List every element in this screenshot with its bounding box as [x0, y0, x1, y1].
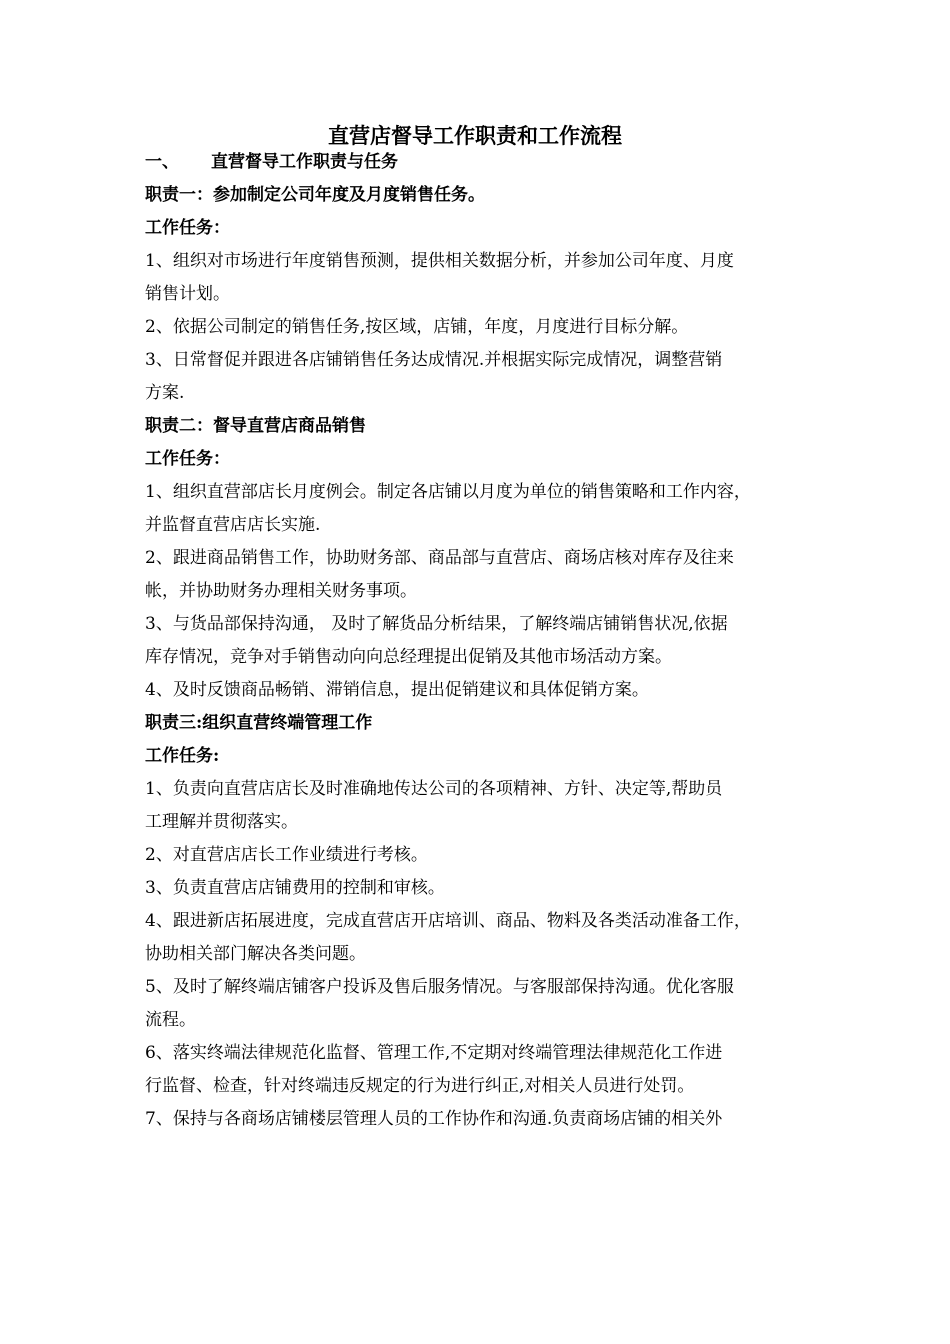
duty-2-line: 3、与货品部保持沟通， 及时了解货品分析结果，了解终端店铺销售状况,依据 [145, 614, 728, 634]
section-title: 直营督导工作职责与任务 [211, 152, 398, 172]
duty-2-tasks-label: 工作任务： [145, 449, 230, 469]
section-heading [145, 146, 815, 179]
duty-2-line: 1、组织直营部店长月度例会。制定各店铺以月度为单位的销售策略和工作内容， [145, 482, 751, 502]
duty-2-line: 2、跟进商品销售工作，协助财务部、商品部与直营店、商场店核对库存及往来 [145, 548, 734, 568]
document-title: 直营店督导工作职责和工作流程 [328, 123, 622, 148]
duty-1-line: 3、日常督促并跟进各店铺销售任务达成情况.并根据实际完成情况，调整营销 [145, 350, 723, 370]
duty-3-line: 行监督、检查，针对终端违反规定的行为进行纠正,对相关人员进行处罚。 [145, 1076, 695, 1096]
duty-2-line: 帐，并协助财务办理相关财务事项。 [145, 581, 417, 601]
document-body [145, 146, 815, 1136]
duty-3-line: 工理解并贯彻落实。 [145, 812, 298, 832]
duty-1-line: 销售计划。 [145, 284, 230, 304]
duty-1-line: 2、依据公司制定的销售任务,按区域，店铺，年度，月度进行目标分解。 [145, 317, 689, 337]
duty-3-tasks-label: 工作任务: [145, 746, 220, 766]
duty-3-line: 6、落实终端法律规范化监督、管理工作,不定期对终端管理法律规范化工作进 [145, 1043, 723, 1063]
duty-3-line: 2、对直营店店长工作业绩进行考核。 [145, 845, 428, 865]
duty-2-line: 库存情况，竞争对手销售动向向总经理提出促销及其他市场活动方案。 [145, 647, 672, 667]
duty-3-line: 1、负责向直营店店长及时准确地传达公司的各项精神、方针、决定等,帮助员 [145, 779, 723, 799]
duty-1-tasks-label: 工作任务： [145, 218, 230, 238]
duty-3-heading: 职责三:组织直营终端管理工作 [145, 713, 373, 733]
duty-3-line: 7、保持与各商场店铺楼层管理人员的工作协作和沟通.负责商场店铺的相关外 [145, 1109, 723, 1129]
duty-1-line: 1、组织对市场进行年度销售预测，提供相关数据分析，并参加公司年度、月度 [145, 251, 734, 271]
duty-1-heading: 职责一：参加制定公司年度及月度销售任务。 [145, 185, 485, 205]
duty-2-line: 并监督直营店店长实施. [145, 515, 321, 535]
duty-3-line: 3、负责直营店店铺费用的控制和审核。 [145, 878, 445, 898]
duty-2-heading: 职责二：督导直营店商品销售 [145, 416, 366, 436]
duty-3-line: 4、跟进新店拓展进度，完成直营店开店培训、商品、物料及各类活动准备工作， [145, 911, 751, 931]
duty-2-line: 4、及时反馈商品畅销、滞销信息，提出促销建议和具体促销方案。 [145, 680, 649, 700]
duty-3-line: 流程。 [145, 1010, 196, 1030]
duty-1-line: 方案. [145, 383, 185, 403]
duty-3-line: 协助相关部门解决各类问题。 [145, 944, 366, 964]
duty-3-line: 5、及时了解终端店铺客户投诉及售后服务情况。与客服部保持沟通。优化客服 [145, 977, 734, 997]
section-number: 一、 [145, 152, 179, 172]
